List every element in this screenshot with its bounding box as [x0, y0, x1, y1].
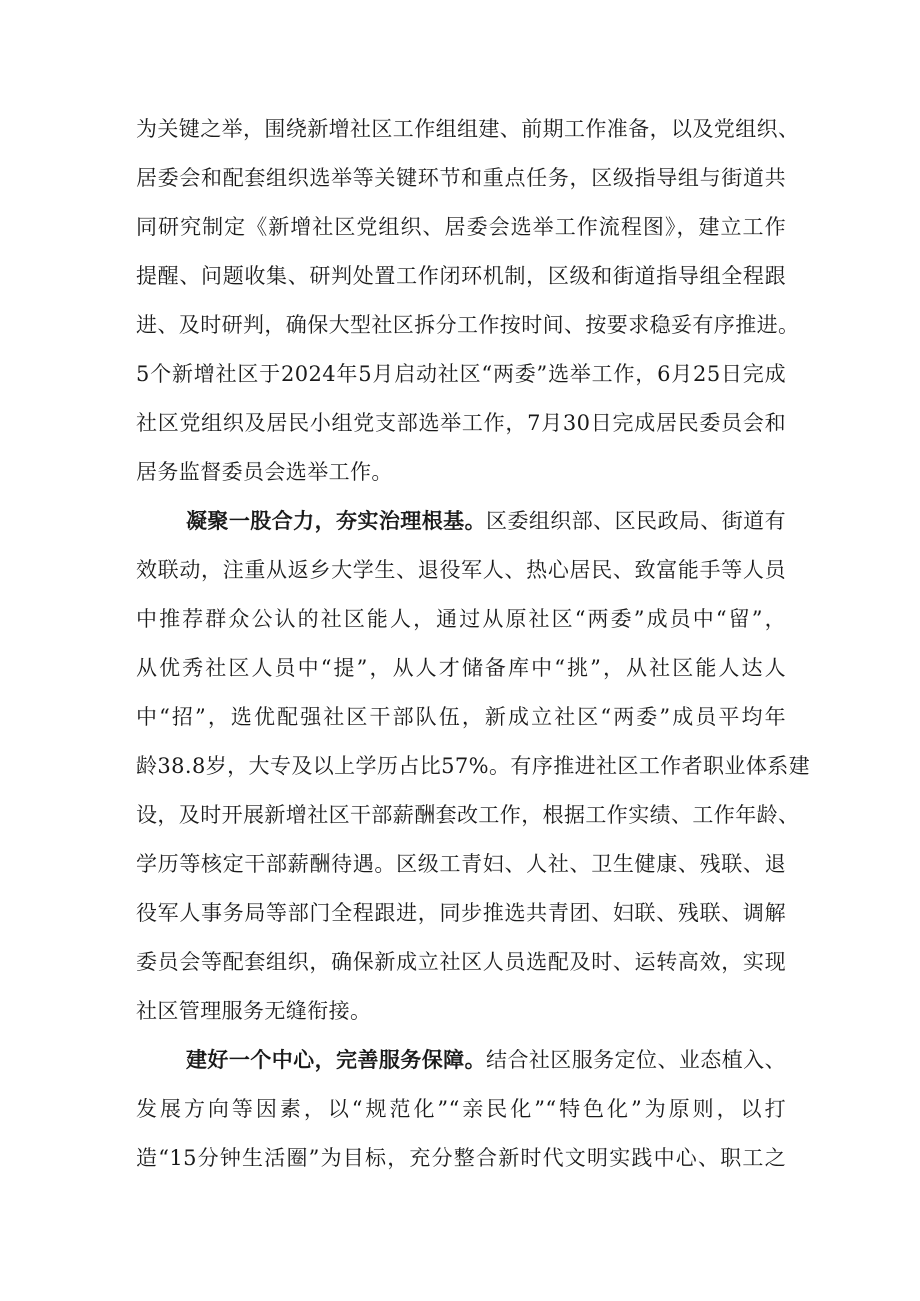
paragraph-2-line-9: 役军人事务局等部门全程跟进，同步推选共青团、妇联、残联、调解 [136, 901, 786, 925]
paragraph-1-line-3: 同研究制定《新增社区党组织、居委会选举工作流程图》，建立工作 [136, 215, 786, 239]
paragraph-2-line-10: 委员会等配套组织，确保新成立社区人员选配及时、运转高效，实现 [136, 950, 786, 974]
paragraph-1-line-5: 进、及时研判，确保大型社区拆分工作按时间、按要求稳妥有序推进。 [136, 313, 800, 337]
paragraph-2-first-line-text: 区委组织部、区民政局、街道有 [486, 509, 786, 533]
paragraph-3-first-line-text: 结合社区服务定位、业态植入、 [486, 1048, 786, 1072]
paragraph-1-line-8: 居务监督委员会选举工作。 [136, 460, 393, 484]
paragraph-2-first-line [186, 501, 786, 541]
paragraph-1-line-4: 提醒、问题收集、研判处置工作闭环机制，区级和街道指导组全程跟 [136, 264, 786, 288]
paragraph-3-line-2: 发展方向等因素，以“规范化”“亲民化”“特色化”为原则，以打 [136, 1097, 786, 1121]
paragraph-2-line-8: 学历等核定干部薪酬待遇。区级工青妇、人社、卫生健康、残联、退 [136, 852, 786, 876]
paragraph-2-line-6: 龄38.8岁，大专及以上学历占比57%。有序推进社区工作者职业体系建 [136, 754, 811, 778]
paragraph-1-line-2: 居委会和配套组织选举等关键环节和重点任务，区级指导组与街道共 [136, 166, 786, 190]
paragraph-1-line-7: 社区党组织及居民小组党支部选举工作，7月30日完成居民委员会和 [136, 411, 786, 435]
paragraph-1-line-6: 5个新增社区于2024年5月启动社区“两委”选举工作，6月25日完成 [136, 362, 786, 386]
paragraph-3-line-3: 造“15分钟生活圈”为目标，充分整合新时代文明实践中心、职工之 [136, 1146, 786, 1170]
paragraph-2-line-7: 设，及时开展新增社区干部薪酬套改工作，根据工作实绩、工作年龄、 [136, 803, 800, 827]
paragraph-3-first-line [186, 1040, 786, 1080]
paragraph-1-line-1: 为关键之举，围绕新增社区工作组组建、前期工作准备，以及党组织、 [136, 117, 800, 141]
paragraph-2-line-5: 中“招”，选优配强社区干部队伍，新成立社区“两委”成员平均年 [136, 705, 786, 729]
paragraph-2-line-11: 社区管理服务无缝衔接。 [136, 999, 372, 1023]
paragraph-2-line-3: 中推荐群众公认的社区能人，通过从原社区“两委”成员中“留”， [136, 607, 786, 631]
paragraph-2-line-2: 效联动，注重从返乡大学生、退役军人、热心居民、致富能手等人员 [136, 558, 786, 582]
paragraph-2-line-4: 从优秀社区人员中“提”，从人才储备库中“挑”，从社区能人达人 [136, 656, 786, 680]
paragraph-2-heading: 凝聚一股合力，夯实治理根基。 [186, 509, 487, 533]
paragraph-3-heading: 建好一个中心，完善服务保障。 [186, 1048, 487, 1072]
